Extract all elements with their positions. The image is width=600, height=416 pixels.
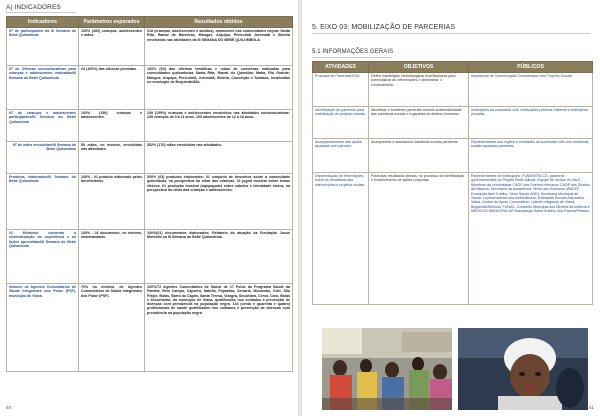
column-header-resultados: Resultados obtidos — [145, 17, 293, 28]
table-header-row — [313, 62, 593, 73]
result-cell: 618 (crianças, adolescentes e adultos), moradores nas comunidades negras Santa Rita, Ramal de Barreiras, Mangue, Arquipa, Periculmã Jurematã e Siberia envolvidas nas atividades da III SEMANA DO BEBÊ QUILOMBOLA. — [145, 28, 293, 66]
activity-cell: Disseminação de informações sobre os resultados das intervenções e projetos sociais — [313, 173, 369, 305]
page-number-right: 41 — [588, 405, 594, 410]
parameter-cell: 100% - 01 documento, no mínimo, sistematizado. — [79, 230, 145, 284]
audience-cell: Representantes dos órgãos e entidades de sociedade civil com iniciativas sociais apoiadas parceiras. — [469, 139, 593, 173]
column-header-atividades: ATIVIDADES — [313, 62, 369, 73]
table-row — [313, 107, 593, 139]
indicators-heading: A) INDICADORES — [6, 4, 61, 11]
objective-cell: Identificar e fortalecer parcerias visando sustentabilidade das iniciativas sociais e a garantia de direitos humanos. — [369, 107, 469, 139]
result-cell: 352% (176) mães envolvidas nas atividades. — [145, 142, 293, 174]
child-photo — [458, 328, 588, 410]
objective-cell: Acompanhar e assessorar iniciativas sociais parceiras. — [369, 139, 469, 173]
parameter-cell: 70% no mínimo, de Agentes Comunitários de Saúde Integrantes dos Poloe (PSF). — [79, 284, 145, 372]
indicator-cell: Nº de crianças e adolescentes participantes/III Semana do Bebê Quilombola — [7, 110, 79, 142]
audience-cell: Assessoria de Comunicação Coordenador das Projetos Sociais — [469, 73, 593, 107]
meeting-photo — [322, 328, 452, 410]
table-row — [7, 110, 293, 142]
parameter-cell: 100% (150) crianças e adolescentes. — [79, 110, 145, 142]
table-row — [7, 230, 293, 284]
meeting-photo-graphic — [322, 328, 452, 410]
indicator-cell: 01 Relatório contendo a sistematização da experiência e as lições aprendidas/III Semana do Bebê Quilombola — [7, 230, 79, 284]
table-row — [313, 73, 593, 107]
table-row — [313, 139, 593, 173]
activity-cell: Identificação de parceiros para mobilização de projetos sociais — [313, 107, 369, 139]
objective-cell: Definir estratégias metodológicas mobilizadoras para potencializar as intervenções e disseminar o conhecimento. — [369, 73, 469, 107]
audience-cell: Representantes de instituições: FUNDINTELCO, parceiros governamentais do Projeto Rede Atitude; Equipe de Ventos do VALE, Membros da comunidade CAOF dos Direitos Humanos CAOP dos Direitos da Infância, Secretaria da Assistência, Tema dos Humanos UNICEF, Fundação Abel Coelho, Setor Saúde ANDI, Secretaria Municipal de Saúde, representantes dos Ambulatórios, Entidades Sociais Advocacia, Viana, Núcleo de Apoio Comunitário; Líderes religiosos de Viana, Bequimão/Mirinzal, FUNAC, Conselho Municipal dos Direitos da Infância e MÉDICOS MUNICIPAL/AP Associação Santo Antônio dos Pobres/Paraíso. — [469, 173, 593, 305]
column-header-indicadores: Indicadores — [7, 17, 79, 28]
result-cell: 100% (04) das oficinas temáticas e rodas de conversas realizadas para comunidades quilombolas Santa Rita; Ramal do Quindiba; Matia, Rio Grande; Mangue, Arquipa, Periculmã, Jurematã, Siberia, Conceição e Santana, localizadas no município de Bequimão/MA. — [145, 66, 293, 110]
parameter-cell: 100% - 01 produto elaborado pelos beneficiários. — [79, 174, 145, 230]
table-header-row — [7, 17, 293, 28]
table-row — [313, 173, 593, 305]
page-number-left: 40 — [6, 405, 12, 410]
axis-heading: 5. EIXO 03: MOBILIZAÇÃO DE PARCERIAS — [312, 24, 456, 31]
section-subheading: 5.1 INFORMAÇÕES GERAIS — [312, 49, 394, 55]
right-page — [302, 0, 600, 416]
indicators-table — [6, 16, 293, 372]
table-row — [7, 28, 293, 66]
indicator-cell: Número de Agentes Comunitários de Saúde Integrantes dos Poloe (PSF), município de Viana. — [7, 284, 79, 372]
indicator-cell: Nº de Oficinas socioeducativas para crianças e adolescentes realizadas/III Semana do Bebê Quilombola — [7, 66, 79, 110]
table-row — [7, 142, 293, 174]
child-photo-graphic — [458, 328, 588, 410]
result-cell: 239 (159%) crianças e adolescentes envolvidos nas atividades socioeducativas: 239 crianças de 0 a 11 anos. 100 adolescentes de 12 a 18 anos. — [145, 110, 293, 142]
activity-cell: Proposta de Parcerias/2016 — [313, 73, 369, 107]
activity-cell: Acompanhamento das ações apoiadas com parceria — [313, 139, 369, 173]
indicator-cell: Nº de participantes da III Semana do Bebê Quilombola — [7, 28, 79, 66]
indicator-cell: Nº de mães envolvidas/III Semana do Bebê Quilombola — [7, 142, 79, 174]
left-page — [0, 0, 298, 416]
parameter-cell: 100% (400) crianças, adolescentes e mães. — [79, 28, 145, 66]
column-header-publicos: PÚBLICOS — [469, 62, 593, 73]
result-cell: 300% (03) produtos elaborados: 01 conjunto de desenhos sobre a comunidade quilombola, na perspectiva do olhar das crianças. 01 jogral musical sobre temas étnicos. 01 produção musical (rap/pagode) sobre cabelos e identidade étnica, na perspectiva do olhar das crianças e adolescentes. — [145, 174, 293, 230]
table-row — [7, 66, 293, 110]
result-cell: 100%/72 Agentes Comunitários de Saúde de 17 Polos do Programa Saúde da Família: Belo Campo, Cajueiro, Itafufia, Pojamiba, Serraria, Mocambo, Citel, São Felipe, Bolas, Barra do Capim, Santa Teresa, Vizagra, Secuitiara, Cerca, Caru, Bolas e Securitairia, do município de Viana, qualificados nos cuidados e prevenção de doenças com prevalência na população negra. 144 (cento e quarenta e quatro) profissionais de saúde qualificados nos cuidados e prevenção de doenças com prevalência na população negra. — [145, 284, 293, 372]
table-row — [7, 174, 293, 230]
audience-cell: Instituições da sociedade civil. Instituições públicas Sistema s Instituições privadas — [469, 107, 593, 139]
subheading-underline — [312, 57, 392, 58]
objective-cell: Publicizar resultados obtidos, no processo de identificação e fortalecimento de ações conjuntas. — [369, 173, 469, 305]
column-header-parametros: Parâmetros esperados — [79, 17, 145, 28]
heading-underline — [312, 33, 590, 34]
table-row — [7, 284, 293, 372]
indicator-cell: Produtos elaborados/III Semana do Bebê Quilombola — [7, 174, 79, 230]
heading-underline — [6, 12, 76, 13]
partnerships-table — [312, 61, 593, 305]
result-cell: 100%(01) documentos elaborados: Relatório da atuação da Fundação Josué Montello na III Semana do Bebê Quilombola. — [145, 230, 293, 284]
parameter-cell: 04 (100%) das oficinas previstas. — [79, 66, 145, 110]
column-header-objetivos: OBJETIVOS — [369, 62, 469, 73]
parameter-cell: 50 mães, no mínimo, envolvidas nas atividades. — [79, 142, 145, 174]
